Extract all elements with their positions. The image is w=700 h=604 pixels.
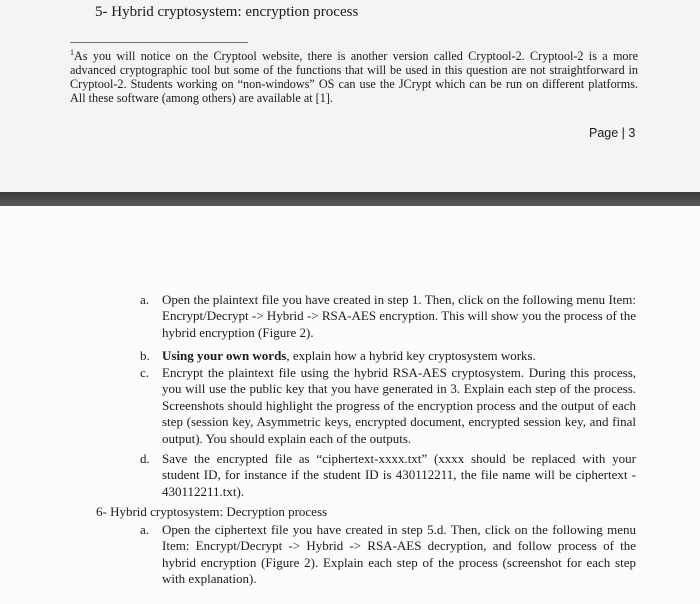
current-page	[0, 206, 700, 604]
step-marker: a.	[140, 522, 150, 537]
step-marker: c.	[140, 365, 150, 380]
footnote-text: As you will notice on the Cryptool website, there is another version called Cryptool-2. Cryptool-2 is a more advanced cryptographic tool but some of the functions that will be used in this question are not straightforward in Cryptool-2. Students working on “non-windows” OS can use the JCrypt which can be run on different platforms. All these software (among others) are available at [1].	[70, 49, 638, 106]
step-text: Open the ciphertext file you have created in step 5.d. Then, click on the following menu Item: Encrypt/Decrypt -> Hybrid -> RSA-AES decryption, and follow process of the hybrid encryption (Figure 2). Explain each step of the process (screenshot for each step with explanation).	[162, 522, 636, 587]
footnote	[70, 46, 638, 105]
step-marker: a.	[140, 292, 150, 307]
section-5-heading: 5- Hybrid cryptosystem: encryption process	[95, 4, 359, 20]
step-text	[162, 348, 636, 364]
page-break-divider	[0, 192, 700, 206]
page-number: Page | 3	[589, 126, 636, 140]
step-text-rest: , explain how a hybrid key cryptosystem works.	[286, 348, 536, 363]
step-marker: b.	[140, 348, 150, 363]
previous-page	[0, 0, 700, 192]
step-text: Encrypt the plaintext file using the hybrid RSA-AES cryptosystem. During this process, you will use the public key that you have generated in 3. Explain each step of the process. Screenshots should highlight the progress of the encryption process and the output of each step (session key, Asymmetric keys, encrypted document, encrypted session key, and final output). You should explain each of the outputs.	[162, 365, 636, 446]
section-6-heading: 6- Hybrid cryptosystem: Decryption process	[96, 504, 328, 519]
bold-phrase: Using your own words	[162, 348, 287, 363]
step-text: Open the plaintext file you have created in step 1. Then, click on the following menu Item: Encrypt/Decrypt -> Hybrid -> RSA-AES encryption. This will show you the process of the hybrid encryption (Figure 2).	[162, 292, 636, 340]
footnote-marker: 1	[70, 48, 74, 57]
step-text: Save the encrypted file as “ciphertext-xxxx.txt” (xxxx should be replaced with your student ID, for instance if the student ID is 430112211, the file name will be ciphertext - 430112211.txt).	[162, 451, 636, 499]
step-marker: d.	[140, 451, 150, 466]
footnote-separator	[70, 42, 248, 43]
